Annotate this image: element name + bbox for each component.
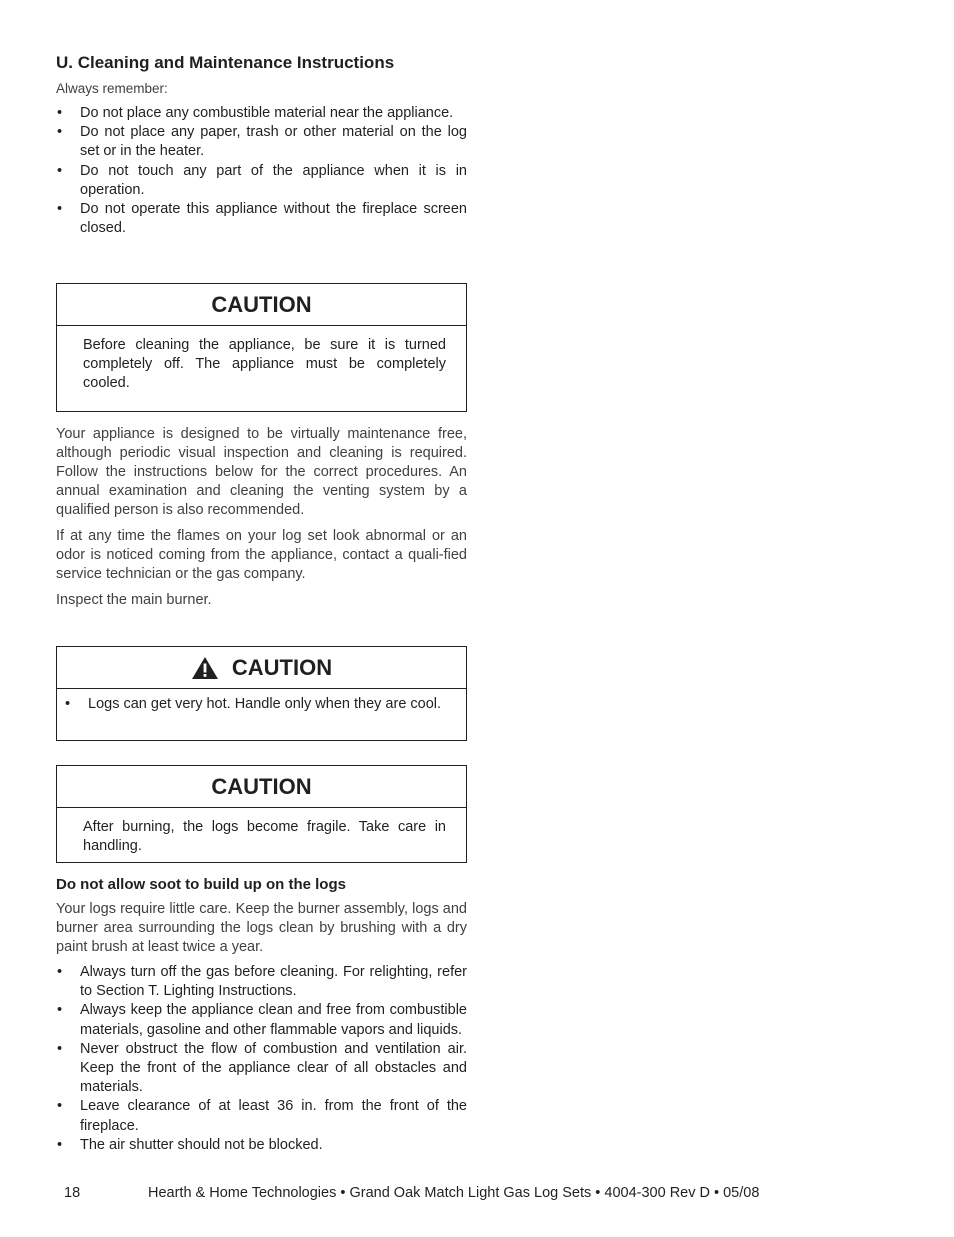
caution-body: Before cleaning the appliance, be sure it is turned completely off. The appliance must be completely cooled. [83,337,446,391]
list-item: • Logs can get very hot. Handle only when they are cool. [64,695,456,714]
intro-text: Always remember: [56,81,168,96]
list-item: • Leave clearance of at least 36 in. from the front of the fireplace. [56,1097,467,1135]
soot-list [56,963,467,1155]
soot-paragraph: Your logs require little care. Keep the burner assembly, logs and burner area surrounding the logs clean by brushing with a dry paint brush at least twice a year. [56,901,467,955]
list-item: • Do not touch any part of the appliance when it is in operation. [56,162,467,200]
page-number: 18 [64,1185,81,1201]
caution-title: CAUTION [231,654,333,680]
caution-box-fragile [56,765,467,863]
flames-paragraph: If at any time the flames on your log set look abnormal or an odor is noticed coming from the appliance, contact a quali-fied service technician or the gas company. [56,528,467,582]
inspect-paragraph: Inspect the main burner. [56,592,212,608]
list-item: • Always keep the appliance clean and free from combustible materials, gasoline and other flammable vapors and liquids. [56,1001,467,1039]
caution-box-hot-logs [56,646,467,741]
caution-box-cleaning [56,283,467,412]
caution-body: After burning, the logs become fragile. Take care in handling. [83,819,446,854]
list-item: • The air shutter should not be blocked. [56,1136,467,1155]
caution-title: CAUTION [57,766,466,808]
caution-title: CAUTION [57,284,466,326]
list-item: • Never obstruct the flow of combustion and ventilation air. Keep the front of the appliance clear of all obstacles and materials. [56,1040,467,1098]
warning-triangle-icon [191,656,219,680]
remember-list [56,104,467,238]
list-item: • Do not place any paper, trash or other material on the log set or in the heater. [56,123,467,161]
list-item: • Do not place any combustible material near the appliance. [56,104,467,123]
section-title: U. Cleaning and Maintenance Instructions [56,53,395,72]
footer-text: Hearth & Home Technologies • Grand Oak Match Light Gas Log Sets • 4004-300 Rev D • 05/08 [148,1185,760,1201]
soot-heading: Do not allow soot to build up on the logs [56,876,346,893]
list-item: • Do not operate this appliance without the fireplace screen closed. [56,200,467,238]
maintenance-paragraph: Your appliance is designed to be virtually maintenance free, although periodic visual inspection and cleaning is required. Follow the instructions below for the correct procedures. An annual examination and cleaning the venting system by a qualified person is also recommended. [56,426,467,518]
caution-header [57,647,466,689]
caution-list [64,695,456,714]
list-item: • Always turn off the gas before cleaning. For relighting, refer to Section T. Lighting Instructions. [56,963,467,1001]
